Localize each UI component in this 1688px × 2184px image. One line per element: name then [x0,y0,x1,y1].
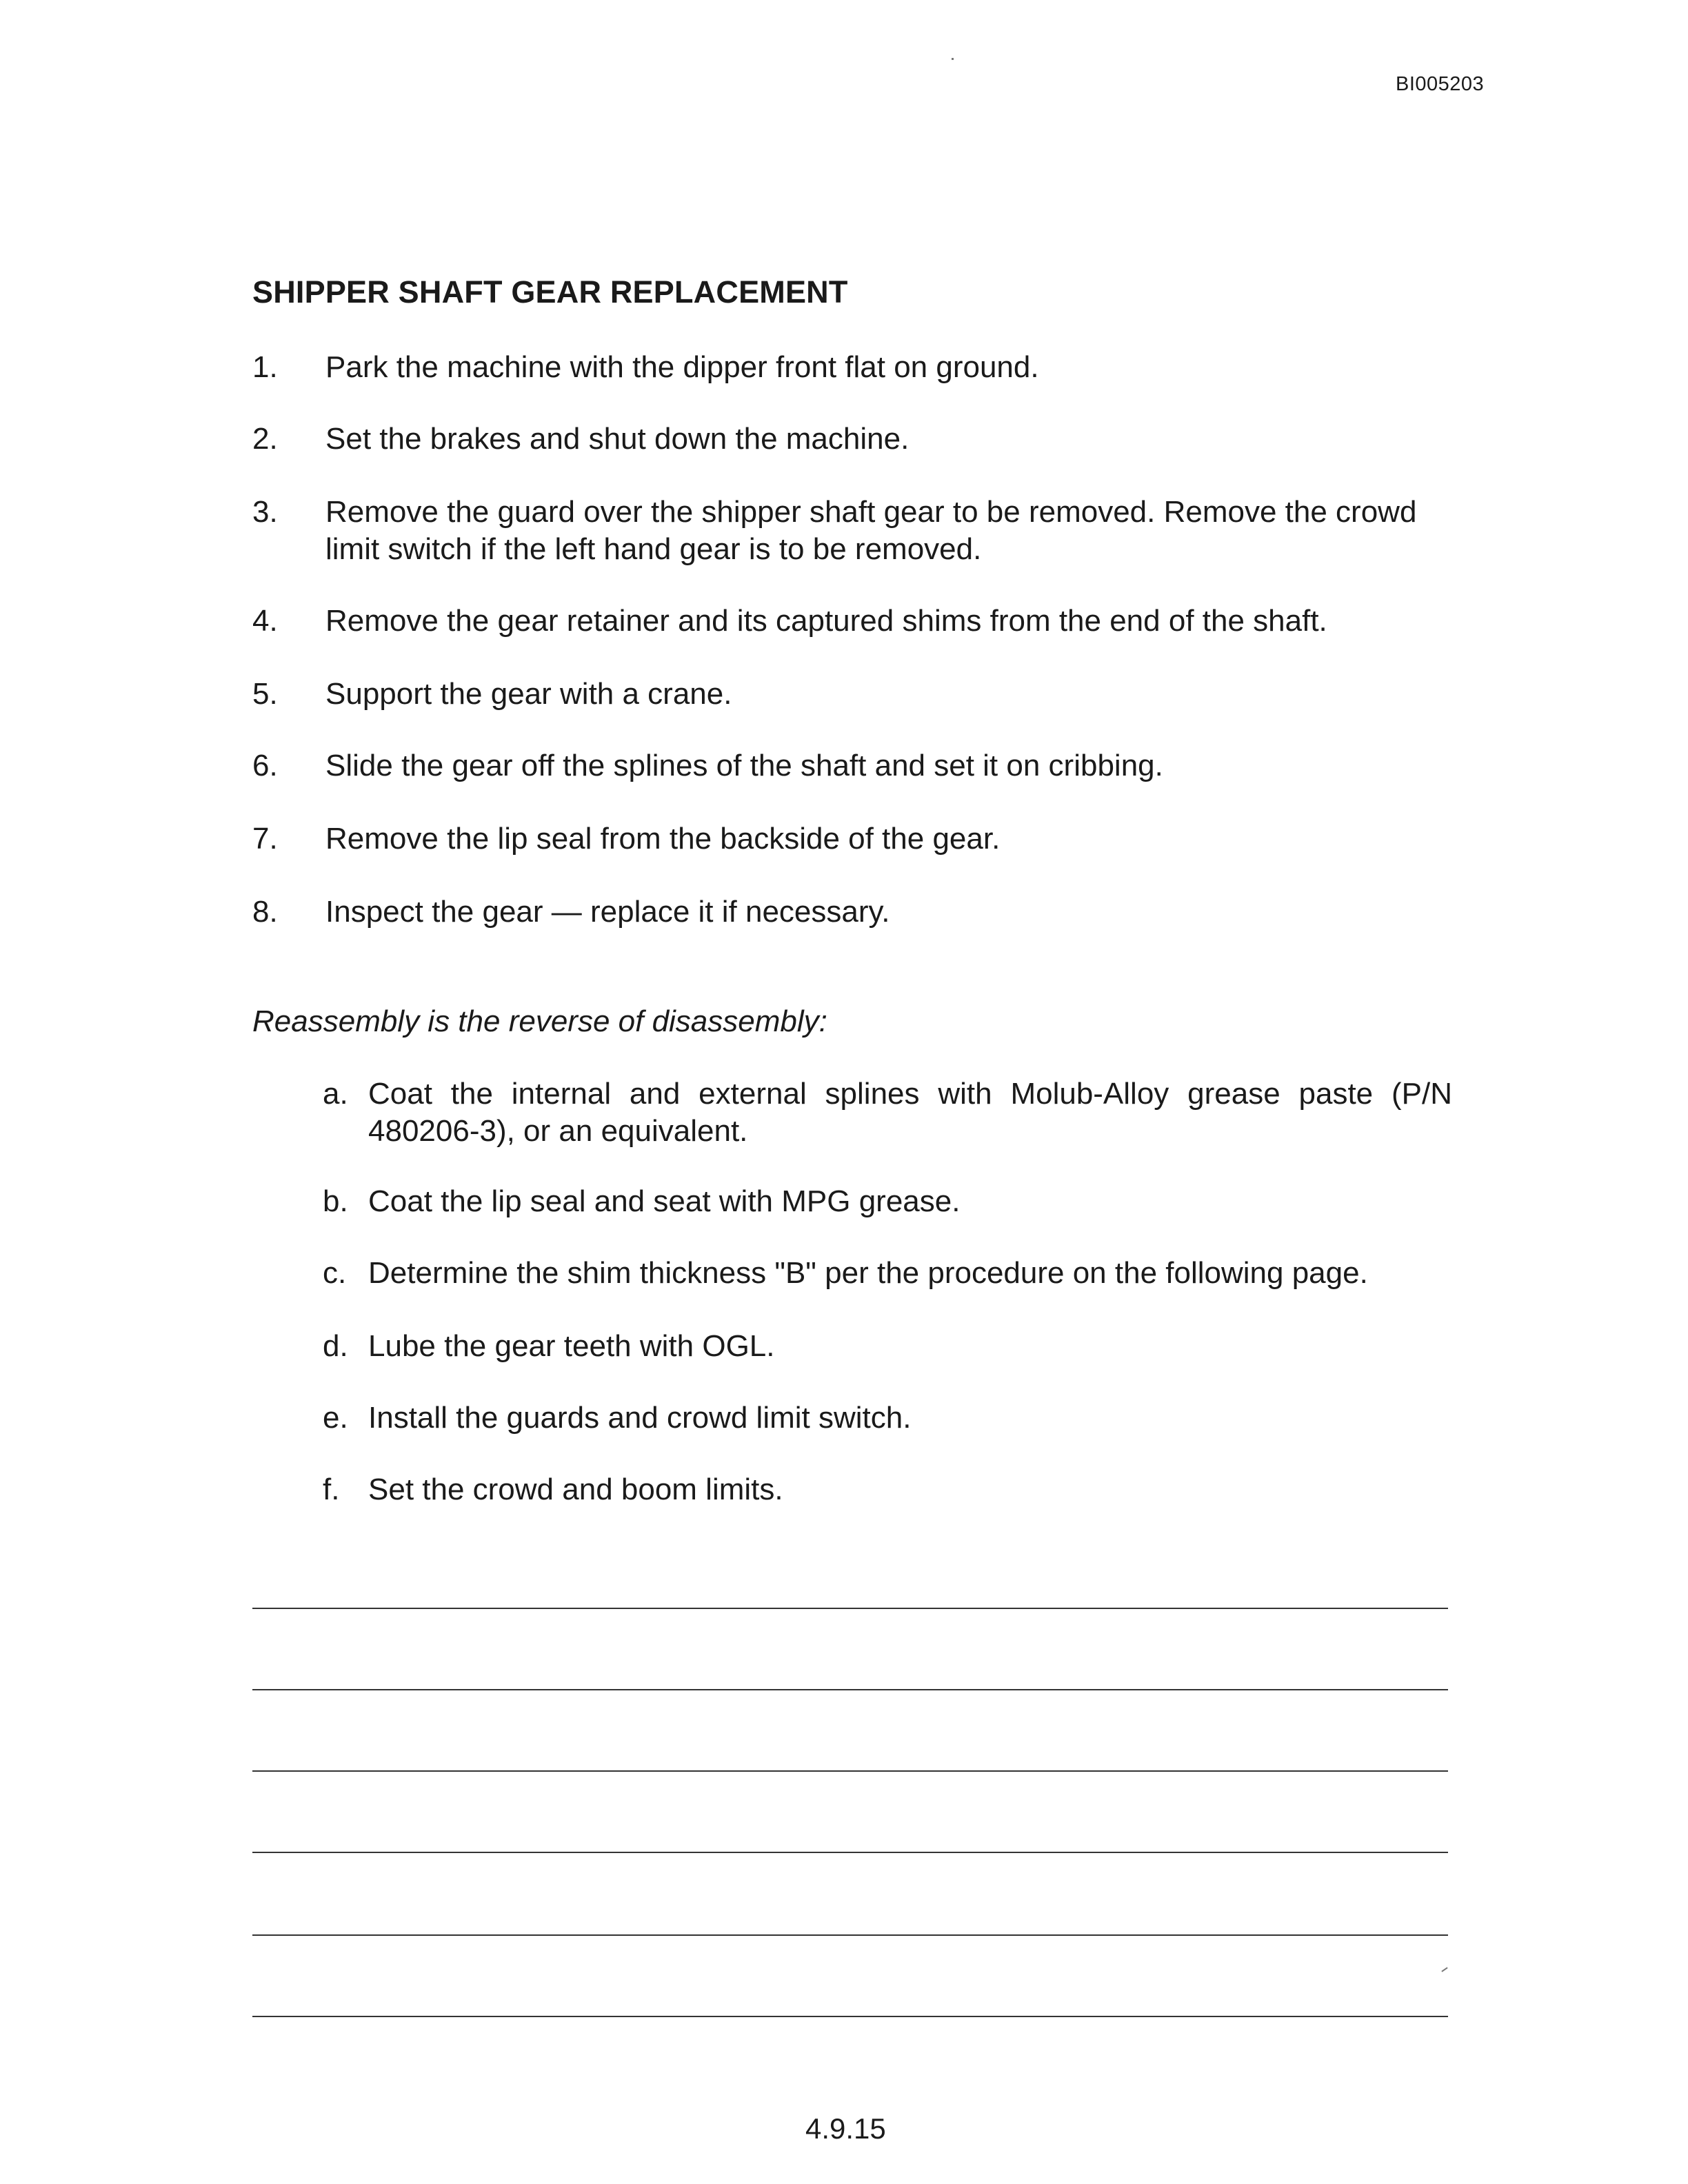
step-text: Support the gear with a crane. [325,677,732,711]
reassembly-text: Coat the lip seal and seat with MPG grease. [368,1184,961,1218]
step-text: Remove the gear retainer and its captured shims from the end of the shaft. [325,604,1327,638]
step-text: Inspect the gear — replace it if necessary. [325,895,890,929]
reassembly-letter: b. [323,1184,348,1218]
step-text: Remove the lip seal from the backside of the gear. [325,822,1001,856]
step-text: Set the brakes and shut down the machine. [325,422,910,456]
notes-line [252,1852,1448,1853]
step-number: 1. [252,350,278,384]
step-text: Remove the guard over the shipper shaft gear to be removed. Remove the crowd limit switch if the left hand gear is to be removed. [325,495,1417,566]
notes-line [252,1689,1448,1690]
reassembly-text: Determine the shim thickness "B" per the procedure on the following page. [368,1256,1368,1290]
step-number: 4. [252,604,278,638]
page-number: 4.9.15 [805,2112,886,2145]
step-number: 8. [252,895,278,929]
notes-line [252,1608,1448,1609]
reassembly-heading: Reassembly is the reverse of disassembly: [252,1004,827,1038]
document-id: BI005203 [1396,73,1485,95]
reassembly-text: Set the crowd and boom limits. [368,1473,783,1506]
step-number: 7. [252,822,278,856]
reassembly-letter: a. [323,1077,348,1111]
page-title: SHIPPER SHAFT GEAR REPLACEMENT [252,274,848,310]
reassembly-text: Lube the gear teeth with OGL. [368,1329,775,1363]
notes-line [252,1770,1448,1772]
reassembly-letter: f. [323,1473,340,1506]
step-number: 2. [252,422,278,456]
reassembly-letter: e. [323,1401,348,1435]
reassembly-letter: c. [323,1256,347,1290]
step-number: 5. [252,677,278,711]
scan-speck [952,58,954,60]
step-number: 6. [252,749,278,782]
step-text: Slide the gear off the splines of the shaft and set it on cribbing. [325,749,1163,782]
step-text: Park the machine with the dipper front flat on ground. [325,350,1039,384]
notes-line [252,2016,1448,2017]
reassembly-letter: d. [323,1329,348,1363]
reassembly-text: Coat the internal and external splines with Molub-Alloy grease paste (P/N 480206-3), or an equivalent. [368,1077,1452,1148]
scan-mark [1441,1967,1447,1972]
step-number: 3. [252,495,278,529]
reassembly-text: Install the guards and crowd limit switch. [368,1401,912,1435]
notes-line [252,1934,1448,1936]
